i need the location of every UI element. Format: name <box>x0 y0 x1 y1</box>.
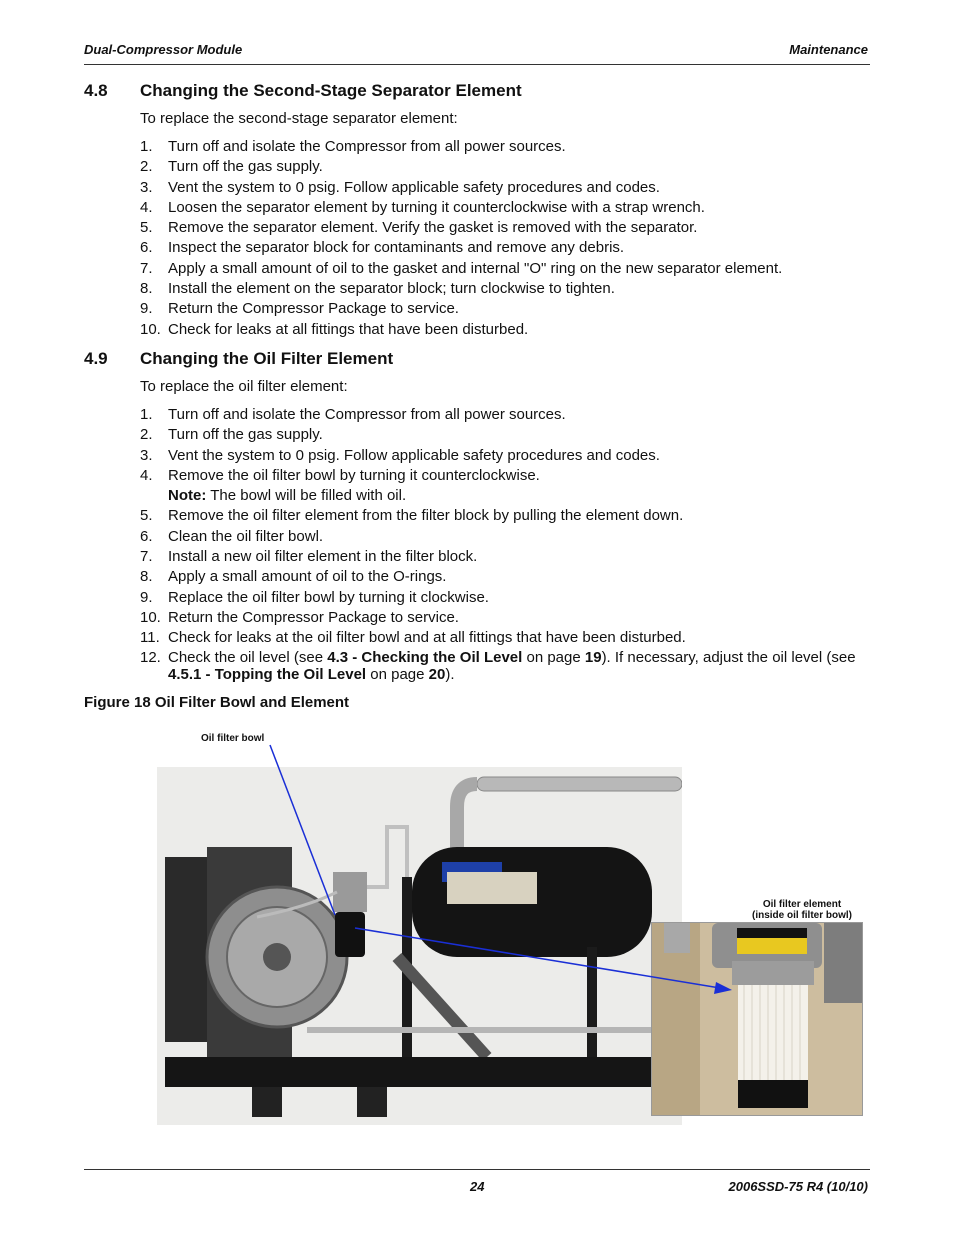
leader-line-element <box>355 928 720 988</box>
step-number: 7. <box>140 259 153 277</box>
step-number: 9. <box>140 588 153 606</box>
step-number: 5. <box>140 219 153 237</box>
callout-line: Oil filter element <box>762 899 842 910</box>
step-number: 9. <box>140 300 153 318</box>
step-number: 1. <box>140 406 153 423</box>
step-number: 5. <box>140 507 153 525</box>
step-text: Apply a small amount of oil to the O-rings. <box>168 568 447 586</box>
step-number: 4. <box>140 466 153 484</box>
note-label: Note: <box>168 487 207 505</box>
step-number: 3. <box>140 178 153 196</box>
leader-line-bowl <box>270 745 335 915</box>
step-number: 4. <box>140 198 153 216</box>
step-number: 8. <box>140 280 153 298</box>
step-text: Remove the oil filter element from the filter block by pulling the element down. <box>168 507 684 525</box>
step-text: Turn off the gas supply. <box>168 426 323 444</box>
step-text: on page <box>522 648 585 666</box>
step-number: 1. <box>140 138 153 155</box>
step-text: on page <box>366 665 429 683</box>
page-reference: 19 <box>584 648 602 666</box>
step-text: Loosen the separator element by turning it counterclockwise with a strap wrench. <box>168 198 705 216</box>
step-text: Check for leaks at the oil filter bowl and at all fittings that have been disturbed. <box>168 629 686 647</box>
step-number: 2. <box>140 158 153 176</box>
step-text: Apply a small amount of oil to the gasket and internal "O" ring on the new separator element. <box>168 259 783 277</box>
step-number: 12. <box>140 648 161 666</box>
callout-oil-filter-bowl: Oil filter bowl <box>201 733 265 744</box>
step-text: Install the element on the separator block; turn clockwise to tighten. <box>168 280 615 298</box>
step-number: 7. <box>140 548 153 566</box>
step-text: Remove the oil filter bowl by turning it counterclockwise. <box>168 466 540 484</box>
section-title: Changing the Second-Stage Separator Element <box>140 81 522 100</box>
arrowhead-icon <box>714 982 732 994</box>
step-text: Replace the oil filter bowl by turning it clockwise. <box>168 588 489 606</box>
step-text: Check the oil level (see <box>168 648 328 666</box>
step-number: 3. <box>140 446 153 464</box>
section-intro: To replace the second-stage separator element: <box>140 110 458 127</box>
document-id: 2006SSD-75 R4 (10/10) <box>728 1179 868 1194</box>
note-text: The bowl will be filled with oil. <box>206 487 407 505</box>
step-text: ). <box>445 665 455 683</box>
page-reference: 20 <box>428 665 446 683</box>
step-number: 2. <box>140 426 153 444</box>
section-number: 4.9 <box>84 349 108 368</box>
step-text: Check for leaks at all fittings that have been disturbed. <box>168 320 529 338</box>
cross-reference-link[interactable]: 4.3 - Checking the Oil Level <box>327 648 523 666</box>
cross-reference-link[interactable]: 4.5.1 - Topping the Oil Level <box>168 665 367 683</box>
section-number: 4.8 <box>84 81 108 100</box>
step-number: 10. <box>140 320 161 338</box>
section-title: Changing the Oil Filter Element <box>140 349 394 368</box>
step-text: Vent the system to 0 psig. Follow applicable safety procedures and codes. <box>168 446 660 464</box>
step-number: 11. <box>140 629 160 647</box>
step-text: Turn off and isolate the Compressor from all power sources. <box>168 138 566 155</box>
step-text: Inspect the separator block for contaminants and remove any debris. <box>168 239 625 257</box>
step-text: Remove the separator element. Verify the gasket is removed with the separator. <box>168 219 698 237</box>
running-header-left: Dual-Compressor Module <box>84 42 243 57</box>
step-number: 6. <box>140 527 153 545</box>
section-intro: To replace the oil filter element: <box>140 378 348 395</box>
callout-line: (inside oil filter bowl) <box>752 910 852 921</box>
page-number: 24 <box>470 1179 485 1194</box>
step-number: 8. <box>140 568 153 586</box>
step-text: Return the Compressor Package to service. <box>168 608 459 626</box>
step-text: ). If necessary, adjust the oil level (see <box>601 648 856 666</box>
step-text: Return the Compressor Package to service. <box>168 300 459 318</box>
step-text: Clean the oil filter bowl. <box>168 527 324 545</box>
step-number: 6. <box>140 239 153 257</box>
step-text: Vent the system to 0 psig. Follow applicable safety procedures and codes. <box>168 178 660 196</box>
footer-rule <box>84 1169 870 1170</box>
step-number: 10. <box>140 608 161 626</box>
step-text: Turn off and isolate the Compressor from all power sources. <box>168 406 566 423</box>
step-text: Turn off the gas supply. <box>168 158 323 176</box>
running-header-right: Maintenance <box>789 42 868 57</box>
step-text: Install a new oil filter element in the filter block. <box>168 548 478 566</box>
figure-caption: Figure 18 Oil Filter Bowl and Element <box>84 694 350 711</box>
